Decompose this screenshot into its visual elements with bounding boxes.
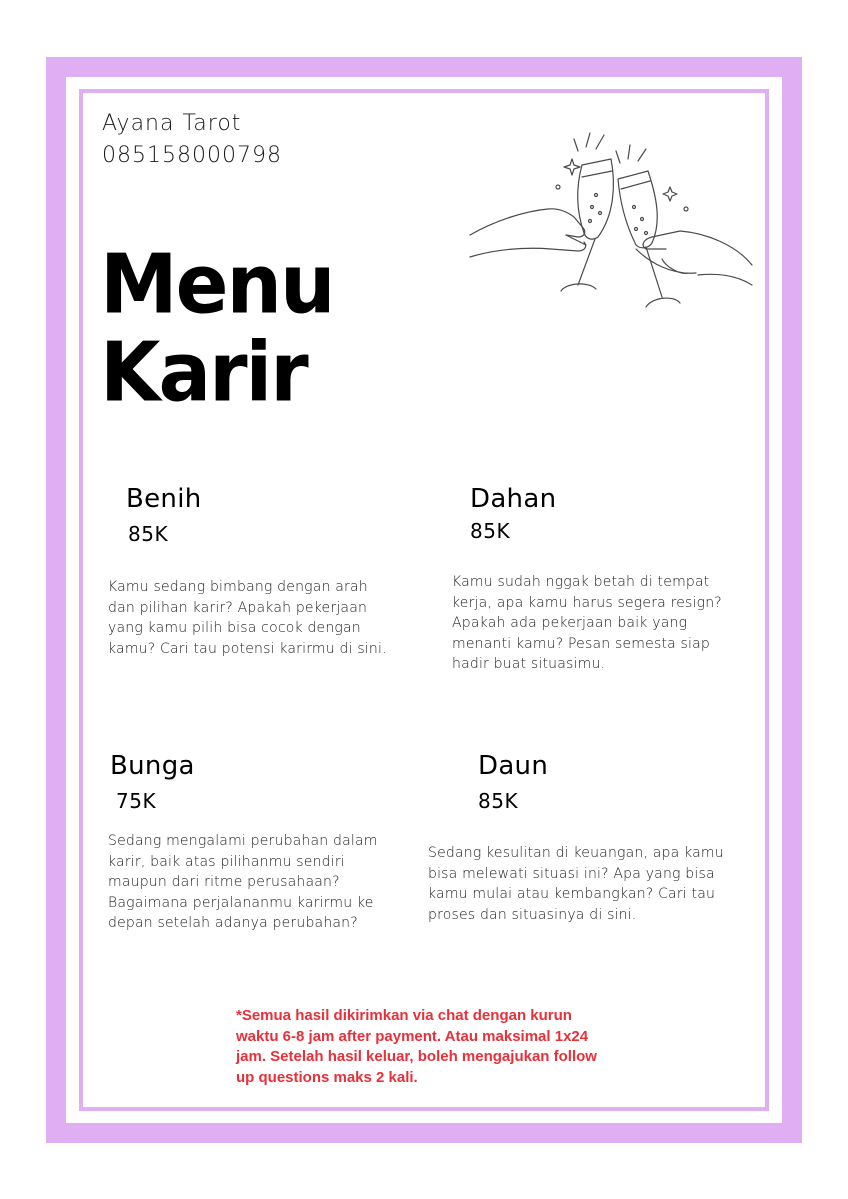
item-name-benih: Benih — [126, 484, 202, 514]
note-line: up questions maks 2 kali. — [236, 1068, 418, 1086]
desc-line: proses dan situasinya di sini. — [428, 906, 637, 923]
item-price-benih: 85K — [128, 522, 169, 546]
desc-line: karir, baik atas pilihanmu sendiri — [108, 853, 345, 870]
desc-line: kamu mulai atau kembangkan? Cari tau — [428, 886, 716, 902]
page-title-line-2: Karir — [100, 325, 307, 421]
item-name-daun: Daun — [478, 751, 549, 781]
note-line: waktu 6-8 jam after payment. Atau maksimal 1x24 — [236, 1027, 589, 1045]
item-price-bunga: 75K — [116, 789, 157, 813]
toasting-glasses-icon — [466, 125, 756, 320]
item-desc-benih — [108, 577, 387, 659]
phone-number: 085158000798 — [102, 143, 282, 168]
brand-name: Ayana Tarot — [102, 111, 242, 136]
desc-line: Kamu sedang bimbang dengan arah — [108, 579, 368, 595]
delivery-note — [236, 1006, 676, 1088]
item-desc-bunga — [108, 831, 378, 934]
item-name-bunga: Bunga — [110, 751, 195, 781]
desc-line: Sedang kesulitan di keuangan, apa kamu — [428, 845, 724, 861]
note-line: jam. Setelah hasil keluar, boleh mengajukan follow — [236, 1048, 597, 1065]
desc-line: dan pilihan karir? Apakah pekerjaan — [108, 599, 368, 616]
desc-line: Apakah ada pekerjaan baik yang — [452, 615, 688, 631]
item-price-daun: 85K — [478, 789, 519, 813]
note-line: *Semua hasil dikirimkan via chat dengan kurun — [236, 1007, 572, 1024]
desc-line: depan setelah adanya perubahan? — [108, 915, 358, 931]
item-price-dahan: 85K — [470, 519, 511, 543]
desc-line: Bagaimana perjalananmu karirmu ke — [108, 894, 374, 911]
desc-line: bisa melewati situasi ini? Apa yang bisa — [428, 865, 715, 882]
desc-line: kamu? Cari tau potensi karirmu di sini. — [108, 640, 387, 657]
desc-line: kerja, apa kamu harus segera resign? — [452, 594, 722, 611]
item-desc-dahan — [452, 572, 722, 675]
item-name-dahan: Dahan — [470, 484, 557, 514]
page-title-line-1: Menu — [100, 237, 334, 333]
desc-line: yang kamu pilih bisa cocok dengan — [108, 620, 361, 636]
item-desc-daun — [428, 843, 724, 925]
desc-line: Kamu sudah nggak betah di tempat — [452, 574, 710, 590]
desc-line: hadir buat situasimu. — [452, 656, 606, 672]
desc-line: maupun dari ritme perusahaan? — [108, 874, 340, 890]
desc-line: menanti kamu? Pesan semesta siap — [452, 635, 711, 652]
desc-line: Sedang mengalami perubahan dalam — [108, 833, 378, 849]
